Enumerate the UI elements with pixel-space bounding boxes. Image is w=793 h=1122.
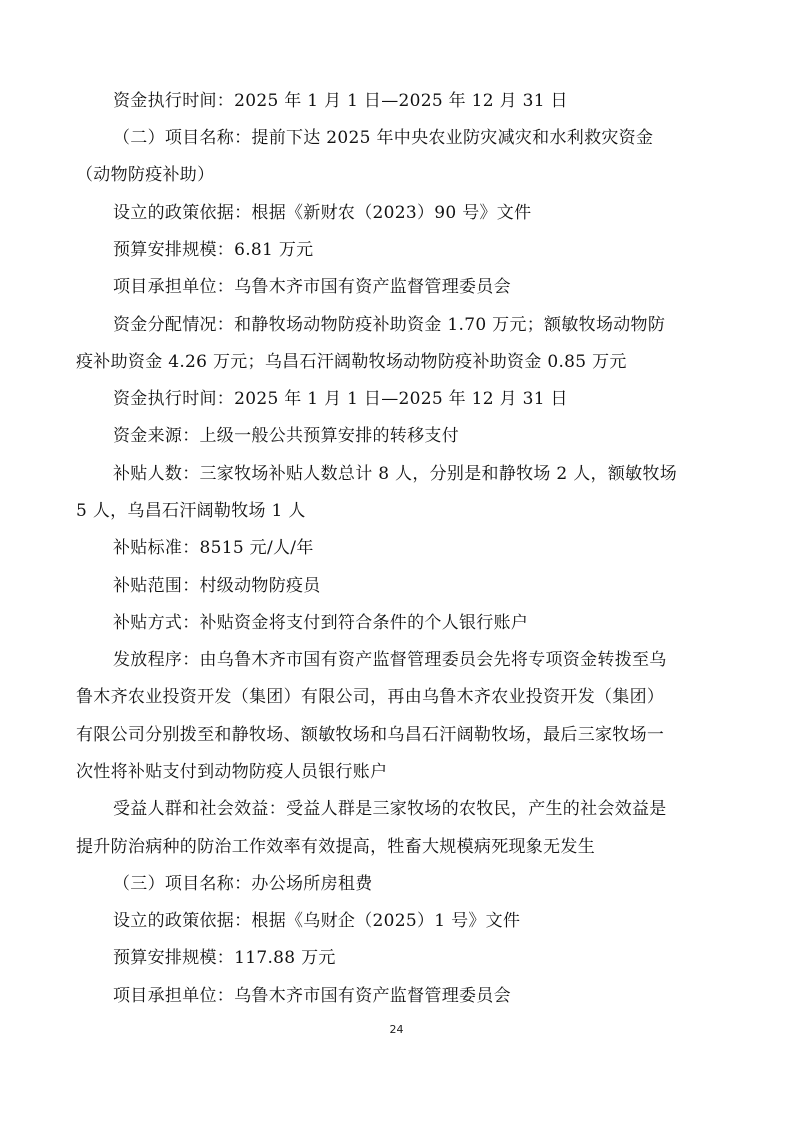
text-line: 资金执行时间：2025 年 1 月 1 日—2025 年 12 月 31 日 — [113, 389, 568, 409]
text-line: 补贴人数：三家牧场补贴人数总计 8 人，分别是和静牧场 2 人，额敏牧场 — [113, 464, 678, 484]
text-line: 项目承担单位：乌鲁木齐市国有资产监督管理委员会 — [113, 986, 511, 1006]
text-line: 5 人，乌昌石汗阔勒牧场 1 人 — [76, 501, 306, 521]
section-heading: （三）项目名称：办公场所房租费 — [113, 874, 373, 894]
text-line: 次性将补贴支付到动物防疫人员银行账户 — [76, 762, 388, 782]
text-line: 项目承担单位：乌鲁木齐市国有资产监督管理委员会 — [113, 277, 511, 297]
text-line: 资金来源：上级一般公共预算安排的转移支付 — [113, 426, 459, 446]
text-line: 设立的政策依据：根据《新财农（2023）90 号》文件 — [113, 203, 532, 223]
text-line: 资金执行时间：2025 年 1 月 1 日—2025 年 12 月 31 日 — [113, 91, 568, 111]
text-line: 有限公司分别拨至和静牧场、额敏牧场和乌昌石汗阔勒牧场，最后三家牧场一 — [76, 725, 665, 745]
text-line: 补贴范围：村级动物防疫员 — [113, 576, 321, 596]
page-number: 24 — [389, 1023, 404, 1036]
text-line: 设立的政策依据：根据《乌财企（2025）1 号》文件 — [113, 911, 521, 931]
text-line: 补贴方式：补贴资金将支付到符合条件的个人银行账户 — [113, 613, 529, 633]
text-line: 预算安排规模：6.81 万元 — [113, 240, 314, 260]
text-line: （动物防疫补助） — [76, 165, 215, 185]
text-line: 发放程序：由乌鲁木齐市国有资产监督管理委员会先将专项资金转拨至乌 — [113, 650, 667, 670]
text-line: 补贴标准：8515 元/人/年 — [113, 538, 314, 558]
text-line: 预算安排规模：117.88 万元 — [113, 948, 336, 968]
text-line: 疫补助资金 4.26 万元；乌昌石汗阔勒牧场动物防疫补助资金 0.85 万元 — [76, 352, 627, 372]
section-heading: （二）项目名称：提前下达 2025 年中央农业防灾减灾和水利救灾资金 — [113, 128, 654, 148]
text-line: 受益人群和社会效益：受益人群是三家牧场的农牧民，产生的社会效益是 — [113, 799, 667, 819]
text-line: 提升防治病种的防治工作效率有效提高，牲畜大规模病死现象无发生 — [76, 837, 595, 857]
text-line: 鲁木齐农业投资开发（集团）有限公司，再由乌鲁木齐农业投资开发（集团） — [76, 687, 665, 707]
text-line: 资金分配情况：和静牧场动物防疫补助资金 1.70 万元；额敏牧场动物防 — [113, 315, 666, 335]
